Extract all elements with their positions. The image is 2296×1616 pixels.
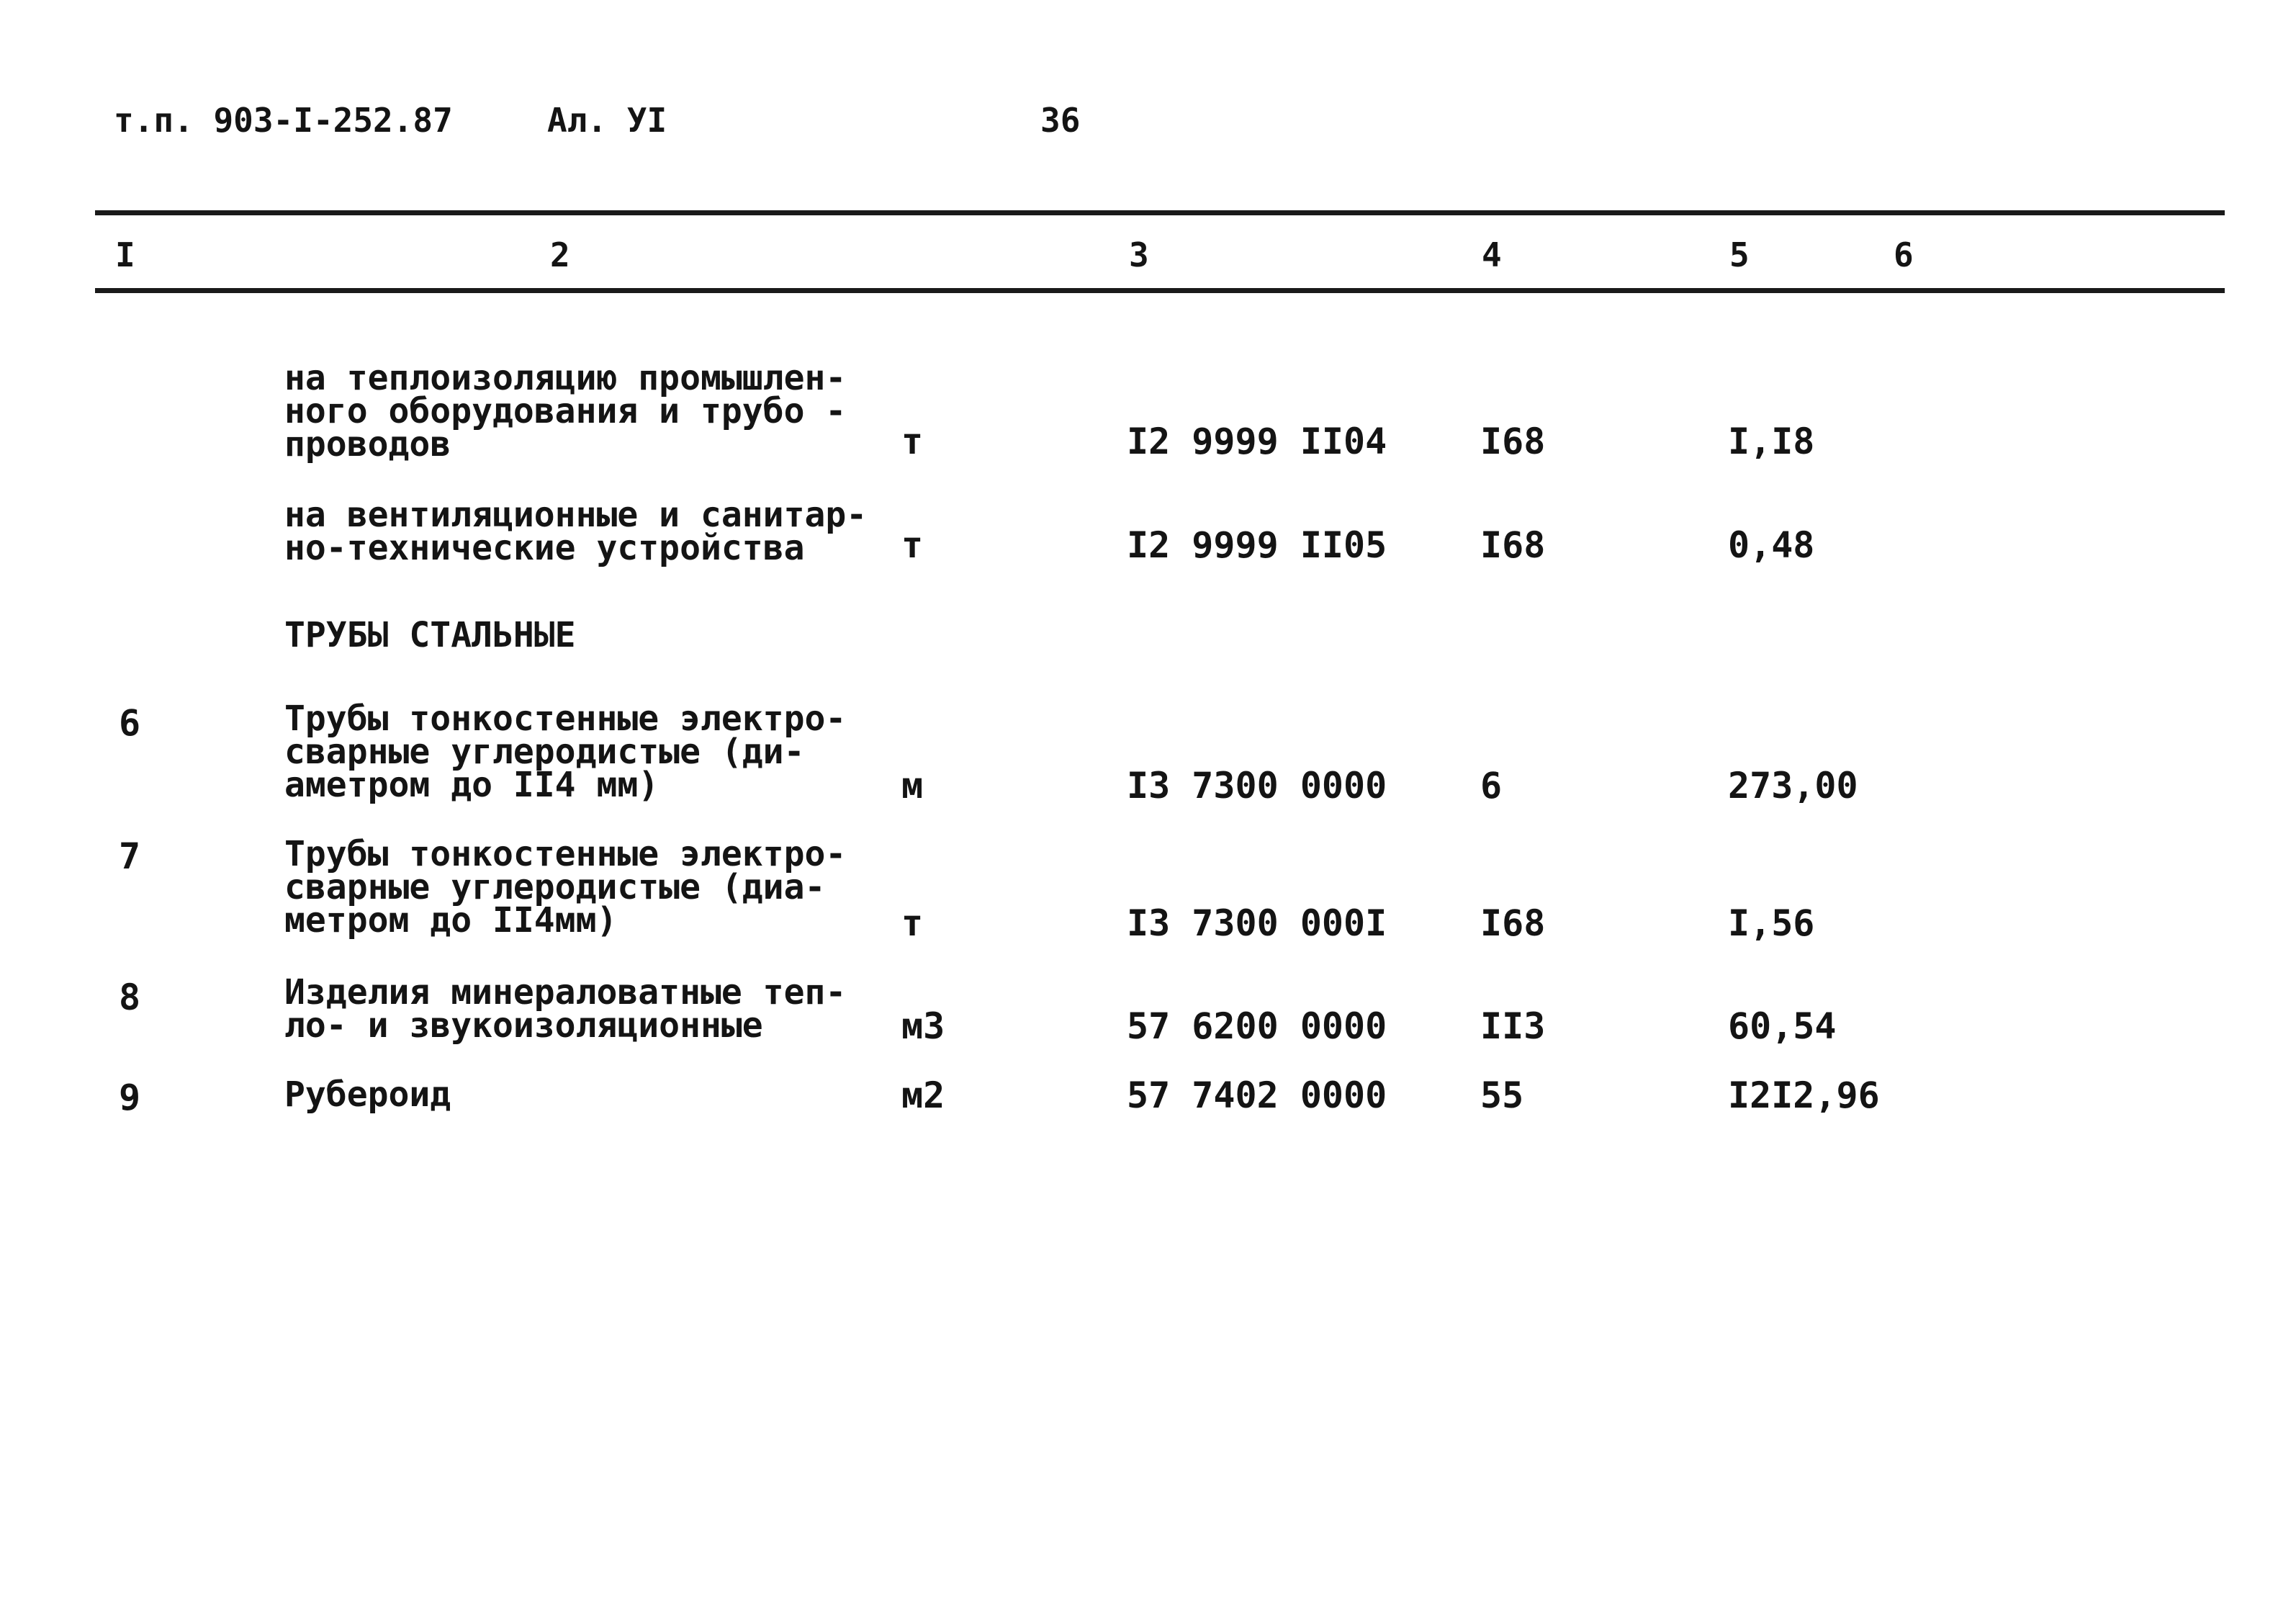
document-code: т.п. 903-I-252.87 (114, 101, 453, 140)
table-row-name: Изделия минераловатные теп- ло- и звукоизоляционные (284, 972, 847, 1046)
table-header-rule (95, 288, 2225, 293)
table-row-col4: II3 (1480, 1005, 1546, 1047)
table-row-col5: I2I2,96 (1728, 1074, 1880, 1116)
table-row-col4: I68 (1480, 524, 1546, 566)
column-header-5: 5 (1729, 235, 1750, 274)
table-row-name: на теплоизоляцию промышлен- ного оборудования и трубо - проводов (284, 358, 847, 464)
column-header-4: 4 (1482, 235, 1502, 274)
table-row-name: Трубы тонкостенные электро- сварные углеродистые (ди- аметром до II4 мм) (284, 699, 847, 805)
table-row-name: Рубероид (284, 1074, 451, 1115)
table-row-number: 8 (119, 977, 141, 1018)
table-row-col4: I68 (1480, 902, 1546, 944)
album-label: Ал. УI (547, 101, 667, 140)
table-row-unit: м3 (901, 1005, 945, 1047)
table-top-rule (95, 210, 2225, 215)
table-row-code: I3 7300 0000 (1127, 765, 1387, 807)
table-row-col5: I,I8 (1728, 421, 1815, 462)
table-row-unit: м2 (901, 1074, 945, 1116)
table-row-col5: 273,00 (1728, 765, 1858, 807)
table-row-col4: I68 (1480, 421, 1546, 462)
table-row-col5: 0,48 (1728, 524, 1815, 566)
table-row-number: 9 (119, 1077, 141, 1118)
table-row-code: I3 7300 000I (1127, 902, 1387, 944)
table-row-col4: 55 (1480, 1074, 1524, 1116)
table-row-unit: т (901, 902, 924, 944)
column-header-6: 6 (1894, 235, 1914, 274)
table-row-code: 57 6200 0000 (1127, 1005, 1387, 1047)
column-header-3: 3 (1129, 235, 1149, 274)
page-number: 36 (1040, 101, 1081, 140)
table-row-name: Трубы тонкостенные электро- сварные углеродистые (диа- метром до II4мм) (284, 834, 847, 941)
table-row-unit: т (901, 421, 924, 462)
column-header-2: 2 (550, 235, 570, 274)
table-row-col4: 6 (1480, 765, 1503, 807)
table-row-unit: т (901, 524, 924, 566)
table-row-col5: 60,54 (1728, 1005, 1837, 1047)
table-row-number: 7 (119, 835, 141, 877)
table-row-col5: I,56 (1728, 902, 1815, 944)
table-row-code: I2 9999 II04 (1127, 421, 1387, 462)
table-row-number: 6 (119, 702, 141, 744)
table-row-code: 57 7402 0000 (1127, 1074, 1387, 1116)
table-row-unit: м (901, 765, 924, 807)
column-header-1: I (115, 235, 135, 274)
table-row-code: I2 9999 II05 (1127, 524, 1387, 566)
section-title: ТРУБЫ СТАЛЬНЫЕ (284, 615, 576, 655)
table-row-name: на вентиляционные и санитар- но-технические устройства (284, 495, 868, 568)
